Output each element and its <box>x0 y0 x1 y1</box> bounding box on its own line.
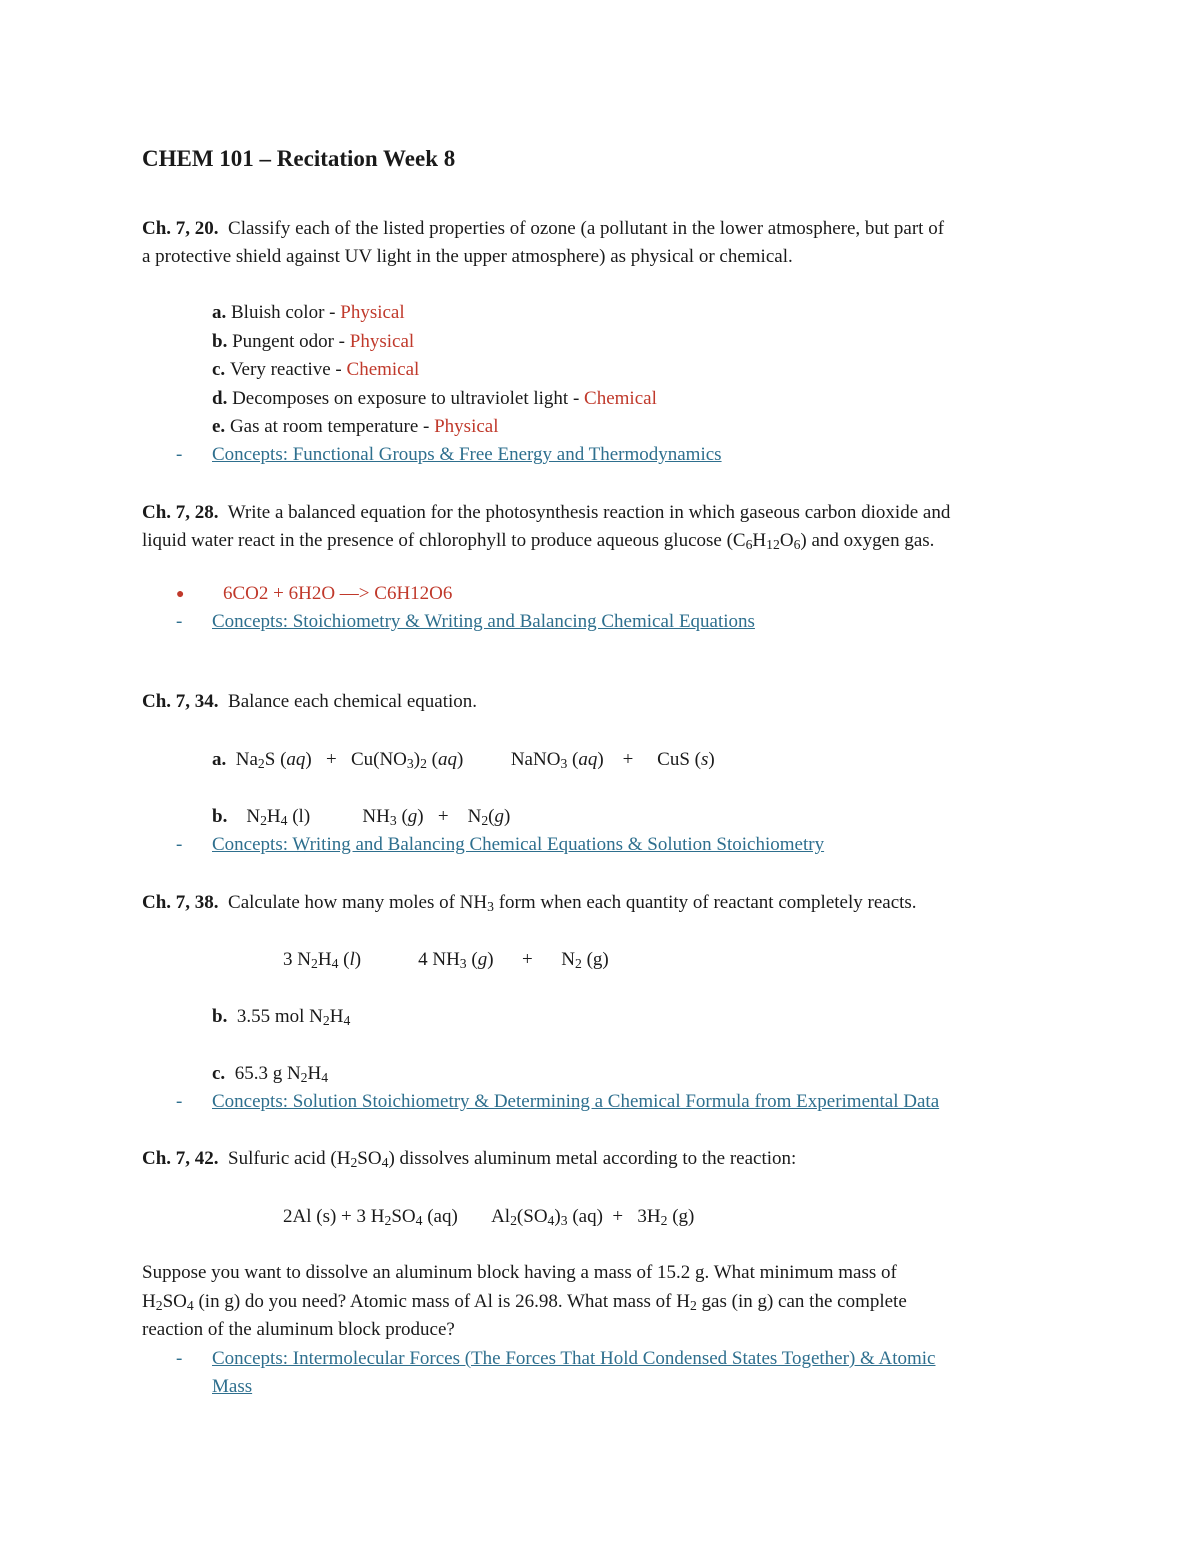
dash-marker: - <box>176 611 183 632</box>
dash-marker: - <box>176 834 183 855</box>
property-item-d: d. Decomposes on exposure to ultraviolet light - Chemical <box>212 388 657 409</box>
question-20 <box>142 219 944 238</box>
question-text-line: liquid water react in the presence of chlorophyll to produce aqueous glucose $(C_6H_{12}O_6)$ and oxygen gas. <box>142 530 935 552</box>
concepts-link[interactable]: Concepts: Solution Stoichiometry & Determining a Chemical Formula from Experimental Data <box>212 1091 940 1112</box>
question-text-line: a protective shield against UV light in the upper atmosphere) as physical or chemical. <box>142 246 793 267</box>
question-34 <box>142 692 477 711</box>
answer-label: Chemical <box>584 388 657 409</box>
question-ref: Ch. 7, 42. <box>142 1148 219 1169</box>
question-ref: Ch. 7, 20. <box>142 218 219 239</box>
question-ref: Ch. 7, 28. <box>142 502 219 523</box>
answer-label: Physical <box>434 416 499 437</box>
paragraph-line: $H_2SO_4$ (in g) do you need? Atomic mass of Al is 26.98. What mass of $H_2$ gas (in g) can the complete <box>142 1291 907 1313</box>
concepts-link[interactable]: Concepts: Writing and Balancing Chemical Equations & Solution Stoichiometry <box>212 834 825 855</box>
answer-label: Physical <box>349 331 415 352</box>
quantity-b: b. 3.55 mol $N_2H_4$ <box>212 1006 351 1028</box>
question-ref: Ch. 7, 38. <box>142 892 219 913</box>
concepts-link[interactable]: Concepts: Functional Groups & Free Energy and Thermodynamics <box>212 444 722 465</box>
question-42: Ch. 7, 42. Sulfuric acid $(H_2SO_4)$ dissolves aluminum metal according to the reaction: <box>142 1148 797 1170</box>
question-text: Write a balanced equation for the photosynthesis reaction in which gaseous carbon dioxide and <box>227 502 951 523</box>
paragraph-line: Suppose you want to dissolve an aluminum block having a mass of 15.2 g. What minimum mass of <box>142 1262 897 1283</box>
concepts-link-continued[interactable]: Mass <box>212 1376 253 1397</box>
property-item-e: e. Gas at room temperature - Physical <box>212 416 499 437</box>
equation-a: a. $Na_2S$ $(aq) + Cu(NO_3)_2$ (aq) NaNO$_3$ (aq) + CuS (s) <box>212 749 715 771</box>
answer-label: Chemical <box>346 359 420 380</box>
question-38: Ch. 7, 38. Calculate how many moles of $NH_3$ form when each quantity of reactant completely reacts. <box>142 892 917 914</box>
dash-marker: - <box>176 1091 183 1112</box>
reaction-equation: 2Al (s) + 3 $H_2SO_4$ (aq) $Al_2(SO_4)_3$ $(aq) + 3H_2$ (g) <box>283 1206 695 1228</box>
answer-equation: 6CO2 + 6H2O —> C6H12O6 <box>223 583 453 604</box>
concepts-link[interactable]: Concepts: Intermolecular Forces (The Forces That Hold Condensed States Together) & Atomic <box>212 1348 936 1369</box>
question-text: Classify each of the listed properties of ozone (a pollutant in the lower atmosphere, but part of <box>228 218 945 239</box>
bullet-icon: ● <box>176 587 185 602</box>
page-title: CHEM 101 – Recitation Week 8 <box>142 146 456 171</box>
property-item-b: b. Pungent odor - Physical <box>212 331 415 352</box>
answer-label: Physical <box>340 302 405 323</box>
concepts-link[interactable]: Concepts: Stoichiometry & Writing and Balancing Chemical Equations <box>212 611 755 632</box>
question-text: Balance each chemical equation. <box>228 691 478 712</box>
question-28 <box>142 503 950 522</box>
paragraph-line: reaction of the aluminum block produce? <box>142 1319 455 1340</box>
dash-marker: - <box>176 1348 183 1369</box>
quantity-c: c. 65.3 g $N_2H_4$ <box>212 1063 329 1085</box>
dash-marker: - <box>176 444 183 465</box>
question-ref: Ch. 7, 34. <box>142 691 219 712</box>
reaction-equation: 3 $N_2H_4$ (l) 4 $NH_3$ (g) + $N_2$ (g) <box>283 949 609 971</box>
property-item-c: c. Very reactive - Chemical <box>212 359 420 380</box>
equation-b: b. $N_2H_4$ (l) $NH_3$ (g) + $N_2(g)$ <box>212 806 511 828</box>
property-item-a: a. Bluish color - Physical <box>212 302 405 323</box>
